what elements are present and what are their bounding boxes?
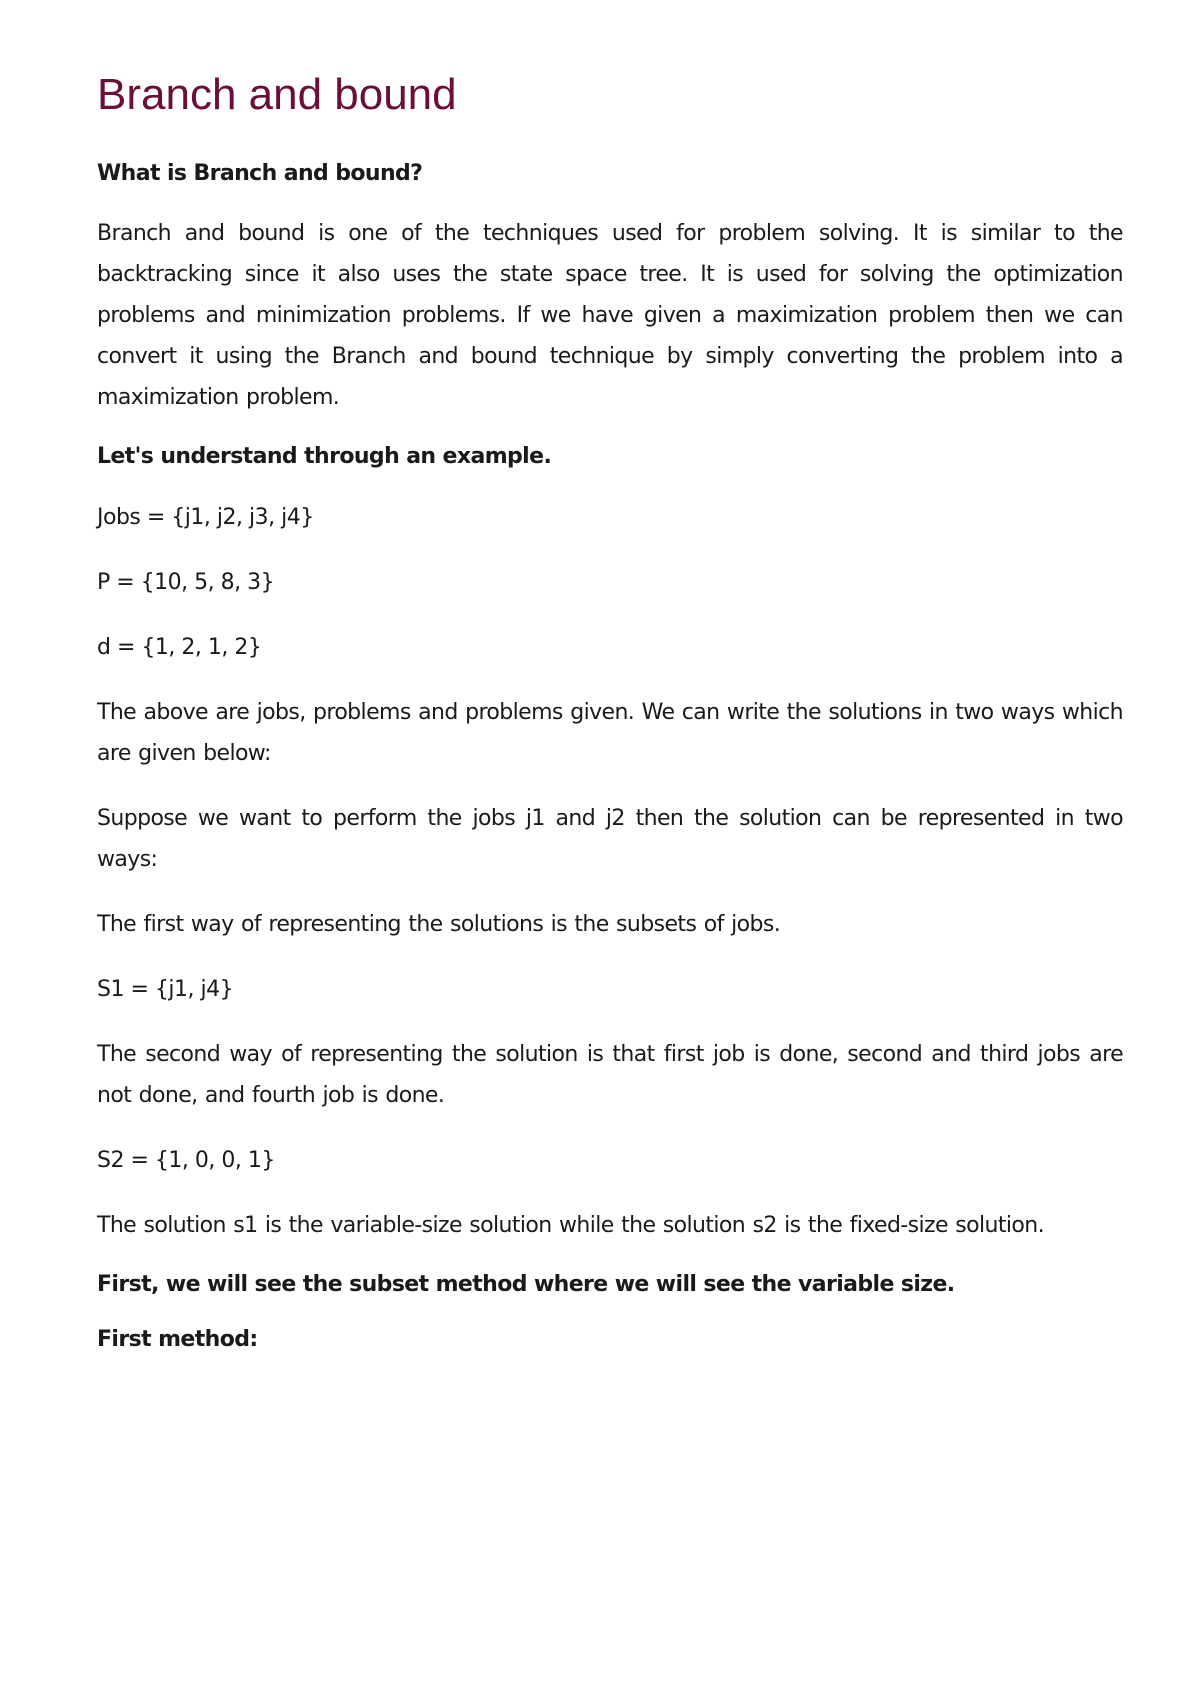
document-page [97, 60, 1123, 1380]
page-title: Branch and bound [97, 70, 457, 119]
intro-paragraph: Branch and bound is one of the techniques used for problem solving. It is similar to the backtracking since it also uses the state space tree. It is used for solving the optimization problems and minimization problems. If we have given a maximization problem then we can convert it using the Branch and bound technique by simply converting the problem into a maximization problem. [97, 221, 1123, 411]
heading-subset-method: First, we will see the subset method where we will see the variable size. [97, 1272, 955, 1298]
profits-definition: P = {10, 5, 8, 3} [97, 570, 275, 596]
solution-size-paragraph: The solution s1 is the variable-size solution while the solution s2 is the fixed-size solution. [97, 1213, 1045, 1239]
s2-definition: S2 = {1, 0, 0, 1} [97, 1148, 275, 1174]
deadlines-definition: d = {1, 2, 1, 2} [97, 635, 262, 661]
s1-definition: S1 = {j1, j4} [97, 977, 234, 1003]
jobs-given-paragraph: The above are jobs, problems and problems given. We can write the solutions in two ways which are given below: [97, 700, 1123, 767]
heading-first-method: First method: [97, 1326, 258, 1352]
jobs-definition: Jobs = {j1, j2, j3, j4} [97, 505, 314, 531]
first-way-paragraph: The first way of representing the solutions is the subsets of jobs. [97, 912, 781, 938]
heading-example: Let's understand through an example. [97, 444, 552, 470]
suppose-paragraph: Suppose we want to perform the jobs j1 and j2 then the solution can be represented in two ways: [97, 806, 1123, 873]
heading-what-is: What is Branch and bound? [97, 160, 423, 186]
second-way-paragraph: The second way of representing the solution is that first job is done, second and third jobs are not done, and fourth job is done. [97, 1042, 1123, 1109]
